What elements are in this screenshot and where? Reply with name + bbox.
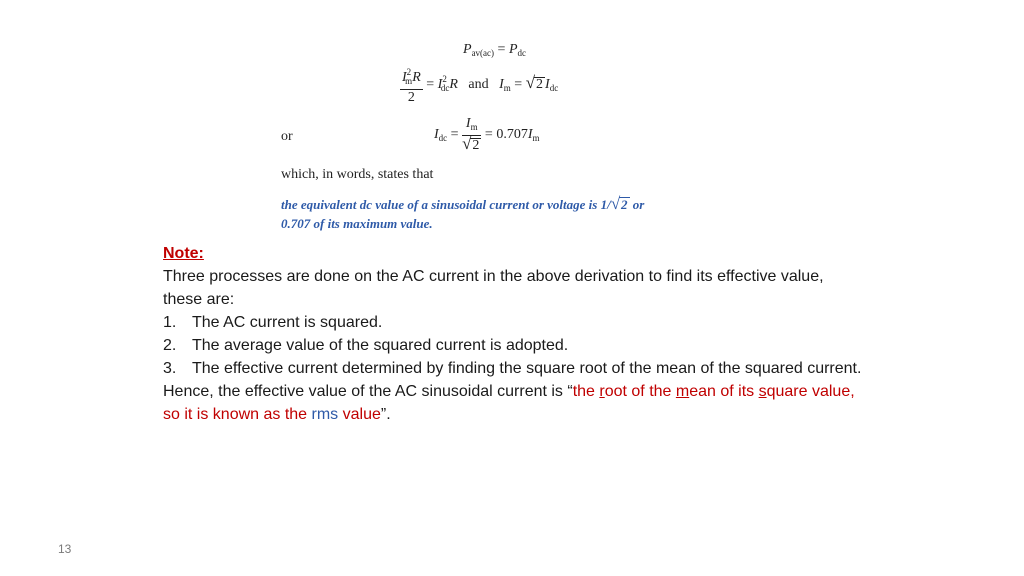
subscript-m: m	[532, 133, 540, 144]
page-number: 13	[58, 542, 72, 556]
symbol-p: P	[463, 42, 472, 57]
equals-sign: =	[450, 127, 459, 143]
fraction-im-over-root2	[462, 116, 481, 154]
fraction-numerator	[462, 116, 481, 136]
conclusion-prefix: Hence, the effective value of the AC sinusoidal current is “	[163, 383, 573, 400]
list-text: The AC current is squared.	[192, 314, 383, 331]
symbol-i: I	[465, 116, 471, 131]
fraction-numerator	[400, 64, 423, 90]
equation-power	[463, 42, 526, 58]
list-number: 1.	[163, 314, 177, 331]
statement-part1: the equivalent dc value of a sinusoidal current or voltage is 1/	[281, 197, 611, 212]
equals-sign: =	[484, 127, 493, 143]
equals-sign: =	[497, 42, 506, 57]
fraction-im2r-over-2	[400, 64, 423, 106]
symbol-r: R	[412, 70, 421, 85]
symbol-i: I	[527, 127, 533, 143]
subscript-m: m	[470, 122, 478, 132]
list-item	[163, 311, 863, 334]
radical-sign: √	[610, 194, 621, 213]
note-title: Note:	[163, 245, 204, 262]
fraction-denominator	[462, 136, 481, 154]
subscript-m: m	[405, 76, 413, 86]
symbol-i: I	[545, 77, 550, 93]
fraction-denominator: 2	[407, 90, 415, 105]
symbol-p: P	[508, 42, 518, 57]
word-and: and	[468, 77, 489, 93]
note-intro: Three processes are done on the AC current in the above derivation to find its effective value, these are:	[163, 268, 824, 308]
list-number: 2.	[163, 337, 177, 354]
rms-word: rms	[311, 406, 339, 423]
superscript-2: 2	[406, 67, 412, 77]
radicand: 2	[536, 77, 544, 93]
symbol-r: R	[449, 77, 458, 93]
value-0707: 0.707	[496, 127, 528, 143]
equation-idc	[434, 116, 540, 154]
note-block	[163, 242, 863, 426]
subscript-dc: dc	[438, 133, 448, 144]
list-item	[163, 334, 863, 357]
underlined-s: s	[758, 383, 767, 400]
phrase-ean-of-its: ean of its	[689, 383, 759, 400]
subscript-dc: dc	[440, 83, 450, 94]
phrase-the: the	[572, 383, 600, 400]
equals-sign: =	[426, 77, 435, 93]
radicand: 2	[472, 138, 480, 153]
subscript-dc: dc	[549, 83, 559, 94]
subscript-dc: dc	[517, 48, 527, 58]
underlined-r: r	[599, 383, 605, 400]
phrase-quare-value: quare value, so it is known as the	[163, 383, 855, 423]
equals-sign: =	[514, 77, 523, 93]
dc-equivalent-statement	[281, 194, 741, 233]
symbol-i: I	[499, 77, 504, 93]
symbol-i: I	[402, 70, 407, 85]
list-item	[163, 357, 863, 380]
statement-part3: 0.707 of its maximum value.	[281, 216, 433, 231]
phrase-oot-of-the: oot of the	[604, 383, 676, 400]
list-text: The average value of the squared current is adopted.	[192, 337, 569, 354]
subscript-av-ac: av(ac)	[471, 48, 495, 58]
list-number: 3.	[163, 360, 177, 377]
superscript-2: 2	[442, 74, 447, 85]
subscript-m: m	[503, 83, 511, 94]
symbol-i: I	[434, 127, 439, 143]
conclusion-suffix: ”.	[380, 406, 391, 423]
symbol-i: I	[437, 77, 443, 93]
value-word: value	[338, 406, 381, 423]
underlined-m: m	[675, 383, 690, 400]
statement-part2: or	[629, 197, 645, 212]
list-text: The effective current determined by finding the square root of the mean of the squared current.	[192, 360, 862, 377]
radical-sign: √	[525, 73, 536, 93]
word-or: or	[281, 129, 293, 144]
radical-sign: √	[462, 134, 472, 153]
words-line: which, in words, states that	[281, 167, 434, 182]
equation-current-relation	[400, 64, 558, 106]
radicand: 2	[621, 197, 628, 212]
note-conclusion	[163, 380, 863, 426]
